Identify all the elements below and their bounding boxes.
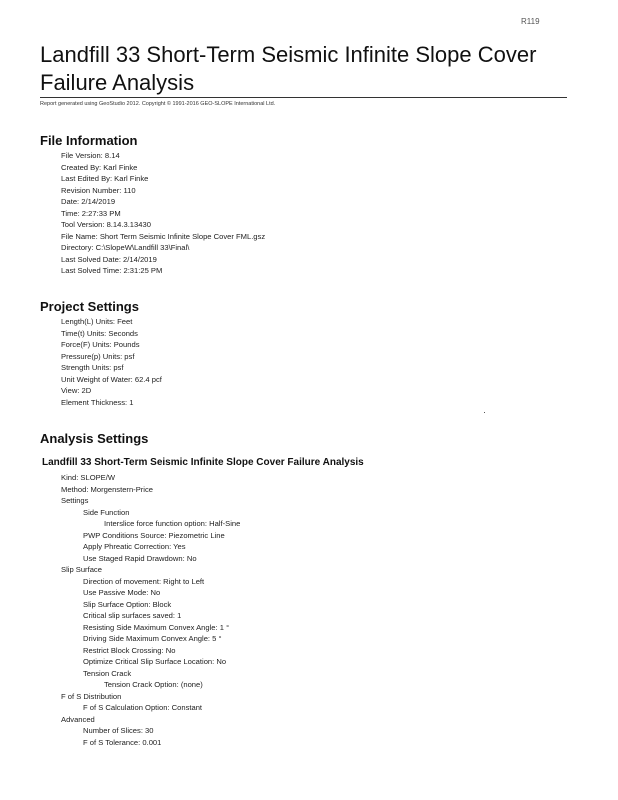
analysis-kind: Kind: SLOPE/W [61, 473, 116, 482]
file-info-item: Created By: Karl Finke [61, 162, 138, 172]
project-setting-item: Unit Weight of Water: 62.4 pcf [61, 374, 162, 384]
slip-surface-list [83, 576, 229, 680]
slip-item: Critical slip surfaces saved: 1 [83, 611, 182, 620]
file-info-item: Tool Version: 8.14.3.13430 [61, 220, 151, 229]
slip-item: Slip Surface Option: Block [83, 599, 172, 609]
project-settings-list [61, 316, 162, 408]
project-settings-heading: Project Settings [40, 299, 139, 314]
file-info-item: File Name: Short Term Seismic Infinite Slope Cover FML.gsz [61, 231, 266, 241]
project-setting-item: Pressure(p) Units: psf [61, 351, 135, 361]
project-setting-item: Force(F) Units: Pounds [61, 340, 140, 349]
advanced-list [83, 725, 161, 748]
report-title: Landfill 33 Short-Term Seismic Infinite Slope Cover Failure Analysis [40, 42, 537, 95]
slip-surface-label: Slip Surface [61, 565, 102, 574]
project-setting-item: Time(t) Units: Seconds [61, 328, 138, 338]
scan-speck [484, 412, 485, 413]
advanced-label: Advanced [61, 714, 95, 724]
slip-item: Restrict Block Crossing: No [83, 645, 176, 655]
slip-item: Tension Crack [83, 668, 132, 678]
fos-distribution-label: F of S Distribution [61, 691, 122, 701]
tension-crack-option: Tension Crack Option: (none) [104, 680, 203, 689]
slip-item: Use Passive Mode: No [83, 588, 161, 597]
slip-item: Driving Side Maximum Convex Angle: 5 ° [83, 634, 222, 643]
advanced-item: F of S Tolerance: 0.001 [83, 737, 162, 747]
interslice-option: Interslice force function option: Half-Sine [104, 519, 241, 528]
slip-surface-header [61, 564, 102, 576]
advanced-item: Number of Slices: 30 [83, 726, 154, 735]
file-info-item: Time: 2:27:33 PM [61, 208, 121, 218]
project-setting-item: Length(L) Units: Feet [61, 317, 133, 326]
slip-item: Direction of movement: Right to Left [83, 576, 205, 586]
file-information-list [61, 150, 265, 277]
analysis-title: Landfill 33 Short-Term Seismic Infinite Slope Cover Failure Analysis [42, 457, 364, 468]
fos-distribution-header [61, 691, 121, 703]
project-setting-item: Strength Units: psf [61, 363, 124, 372]
settings-side-function [83, 507, 129, 519]
fos-distribution-list [83, 702, 202, 714]
slip-item: Resisting Side Maximum Convex Angle: 1 ° [83, 622, 230, 632]
file-info-item: Last Solved Date: 2/14/2019 [61, 254, 157, 264]
settings-item: Apply Phreatic Correction: Yes [83, 542, 186, 551]
file-info-item: Date: 2/14/2019 [61, 197, 116, 206]
advanced-header [61, 714, 95, 726]
settings-label: Settings [61, 496, 89, 505]
report-note: Report generated using GeoStudio 2012. Copyright © 1991-2016 GEO-SLOPE International Ltd. [40, 101, 276, 107]
slip-item: Optimize Critical Slip Surface Location: No [83, 657, 227, 666]
project-setting-item: Element Thickness: 1 [61, 397, 134, 407]
file-info-item: Last Solved Time: 2:31:25 PM [61, 266, 163, 275]
page-reference: R119 [521, 17, 540, 26]
analysis-settings-heading: Analysis Settings [40, 431, 149, 446]
file-info-item: Last Edited By: Karl Finke [61, 174, 149, 183]
settings-list [83, 530, 225, 565]
analysis-level1 [61, 472, 153, 507]
file-info-item: File Version: 8.14 [61, 151, 120, 160]
side-function-label: Side Function [83, 507, 130, 517]
project-setting-item: View: 2D [61, 386, 92, 395]
settings-item: Use Staged Rapid Drawdown: No [83, 553, 197, 563]
analysis-method: Method: Morgenstern-Price [61, 484, 154, 494]
interslice-list [104, 518, 240, 530]
title-rule [40, 97, 567, 98]
tension-crack-list [104, 679, 203, 691]
file-information-heading: File Information [40, 133, 138, 148]
fos-calc-option: F of S Calculation Option: Constant [83, 703, 203, 712]
file-info-item: Revision Number: 110 [61, 185, 136, 195]
settings-item: PWP Conditions Source: Piezometric Line [83, 530, 225, 540]
file-info-item: Directory: C:\SlopeW\Landfill 33\Final\ [61, 243, 190, 252]
